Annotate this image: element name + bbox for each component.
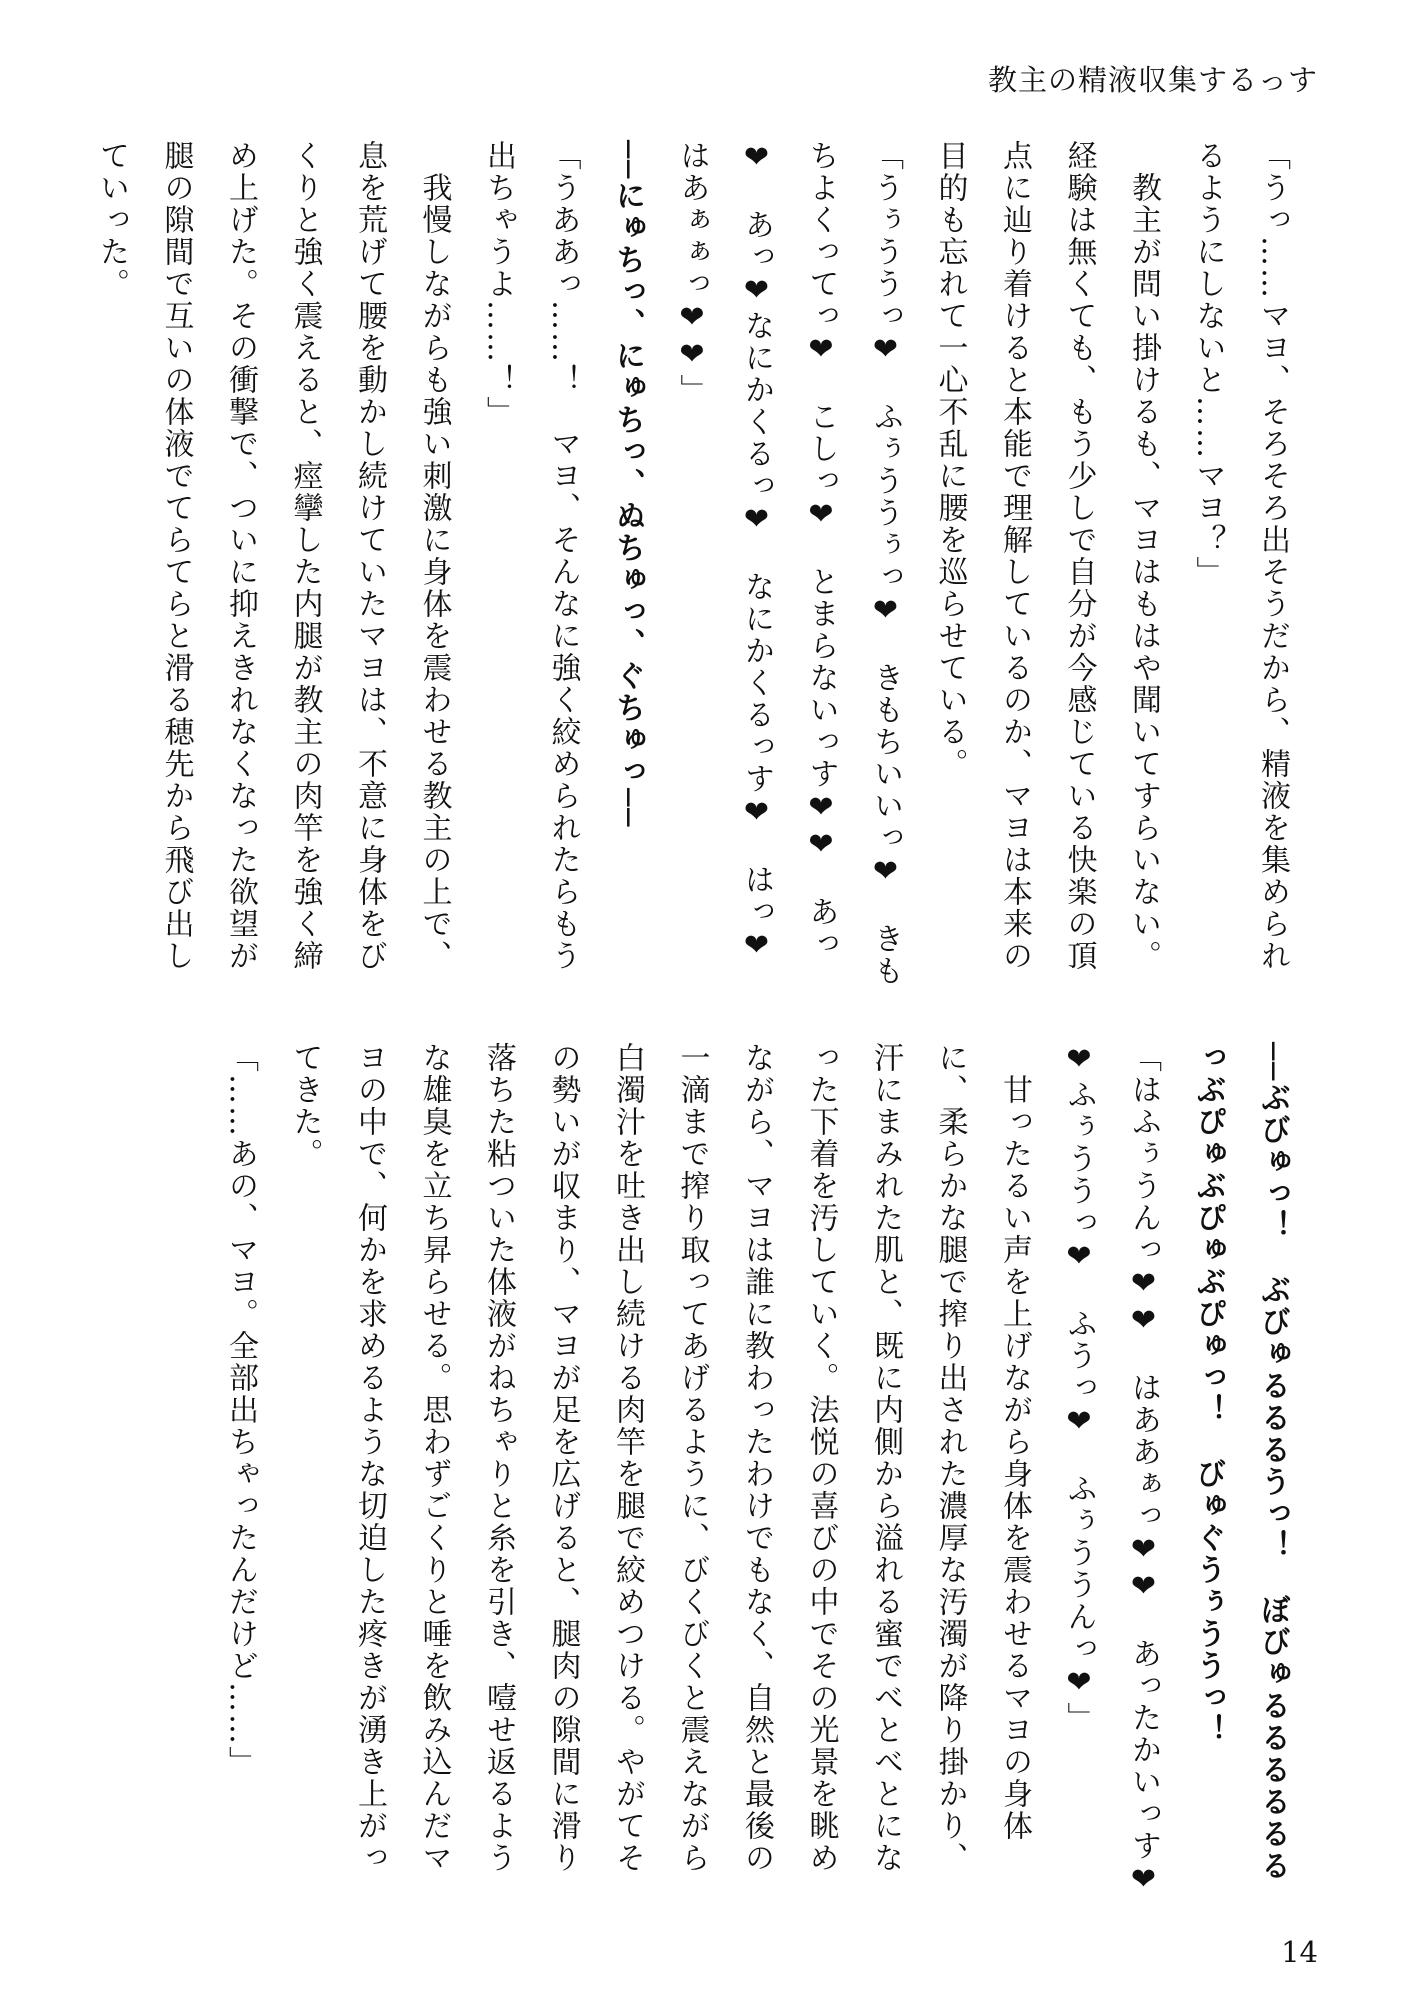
- lower-text-block: [214, 1042, 1304, 1900]
- page-number: 14: [1281, 1935, 1318, 1969]
- sound-effect-line: ──にゅちっ、にゅちっ、ぬちゅっ、ぐちゅっ──: [610, 140, 645, 829]
- paragraph: 甘ったるい声を上げながら身体を震わせるマヨの身体に、柔らかな腿で搾り出された濃厚な汚濁が降り掛かり、汗にまみれた肌と、既に内側から溢れる蜜でべとべとになった下着を汚していく。法悦の喜びの中でその光景を眺めながら、マヨは誰に教わったわけでもなく、自然と最後の一滴まで搾り取ってあげるように、びくびくと震えながら白濁汁を吐き出し続ける肉竿を腿で絞めつける。やがてその勢いが収まり、マヨが足を広げると、腿肉の隙間に滑り落ちた粘ついた体液がねちゃりと糸を引き、噎せ返るような雄臭を立ち昇らせる。思わずごくりと唾を飲み込んだマヨの中で、何かを求めるような切迫した疼きが湧き上がってきた。: [287, 1042, 1032, 1874]
- upper-text-block: [94, 140, 1304, 997]
- paragraph: 「はふぅうんっ❤❤ はああぁっ❤❤ あったかいっす❤❤ふぅううっ❤ ふうっ❤ ふぅううんっ❤」: [1061, 1042, 1161, 1899]
- paragraph: 「うっ……マヨ、そろそろ出そうだから、精液を集められるようにしないと……マヨ？」: [1190, 140, 1290, 972]
- sound-effect-line: ──ぶびゅっ！ ぶびゅるるるうっ！ ぼびゅるるるるるるっぶぴゅぶぴゅぶぴゅっ！ びゅぐうぅううっ！: [1190, 1042, 1290, 1883]
- paragraph: 「うああっ……！ マヨ、そんなに強く絞められたらもう出ちゃうよ……！」: [481, 140, 581, 972]
- paragraph: 我慢しながらも強い刺激に身体を震わせる教主の上で、息を荒げて腰を動かし続けていたマヨは、不意に身体をびくりと強く震えると、痙攣した内腿が教主の肉竿を強く締め上げた。その衝撃で、ついに抑えきれなくなった欲望が腿の隙間で互いの体液でてらてらと滑る穂先から飛び出していった。: [94, 140, 452, 972]
- paragraph: 「うぅううっ❤ ふぅううぅっ❤ きもちいいっ❤ きもちよくってっ❤ こしっ❤ とまらないっす❤❤ あっ❤ あっ❤なにかくるっ❤ なにかくるっす❤ はっ❤ はあぁぁっ❤❤」: [674, 140, 903, 997]
- paragraph: 教主が問い掛けるも、マヨはもはや聞いてすらいない。経験は無くても、もう少しで自分が今感じている快楽の頂点に辿り着けると本能で理解しているのか、マヨは本来の目的も忘れて一心不乱に腰を巡らせている。: [932, 140, 1161, 972]
- paragraph: 「……あの、マヨ。全部出ちゃったんだけど……」: [223, 1042, 258, 1778]
- running-header: 教主の精液収集するっす: [987, 63, 1318, 97]
